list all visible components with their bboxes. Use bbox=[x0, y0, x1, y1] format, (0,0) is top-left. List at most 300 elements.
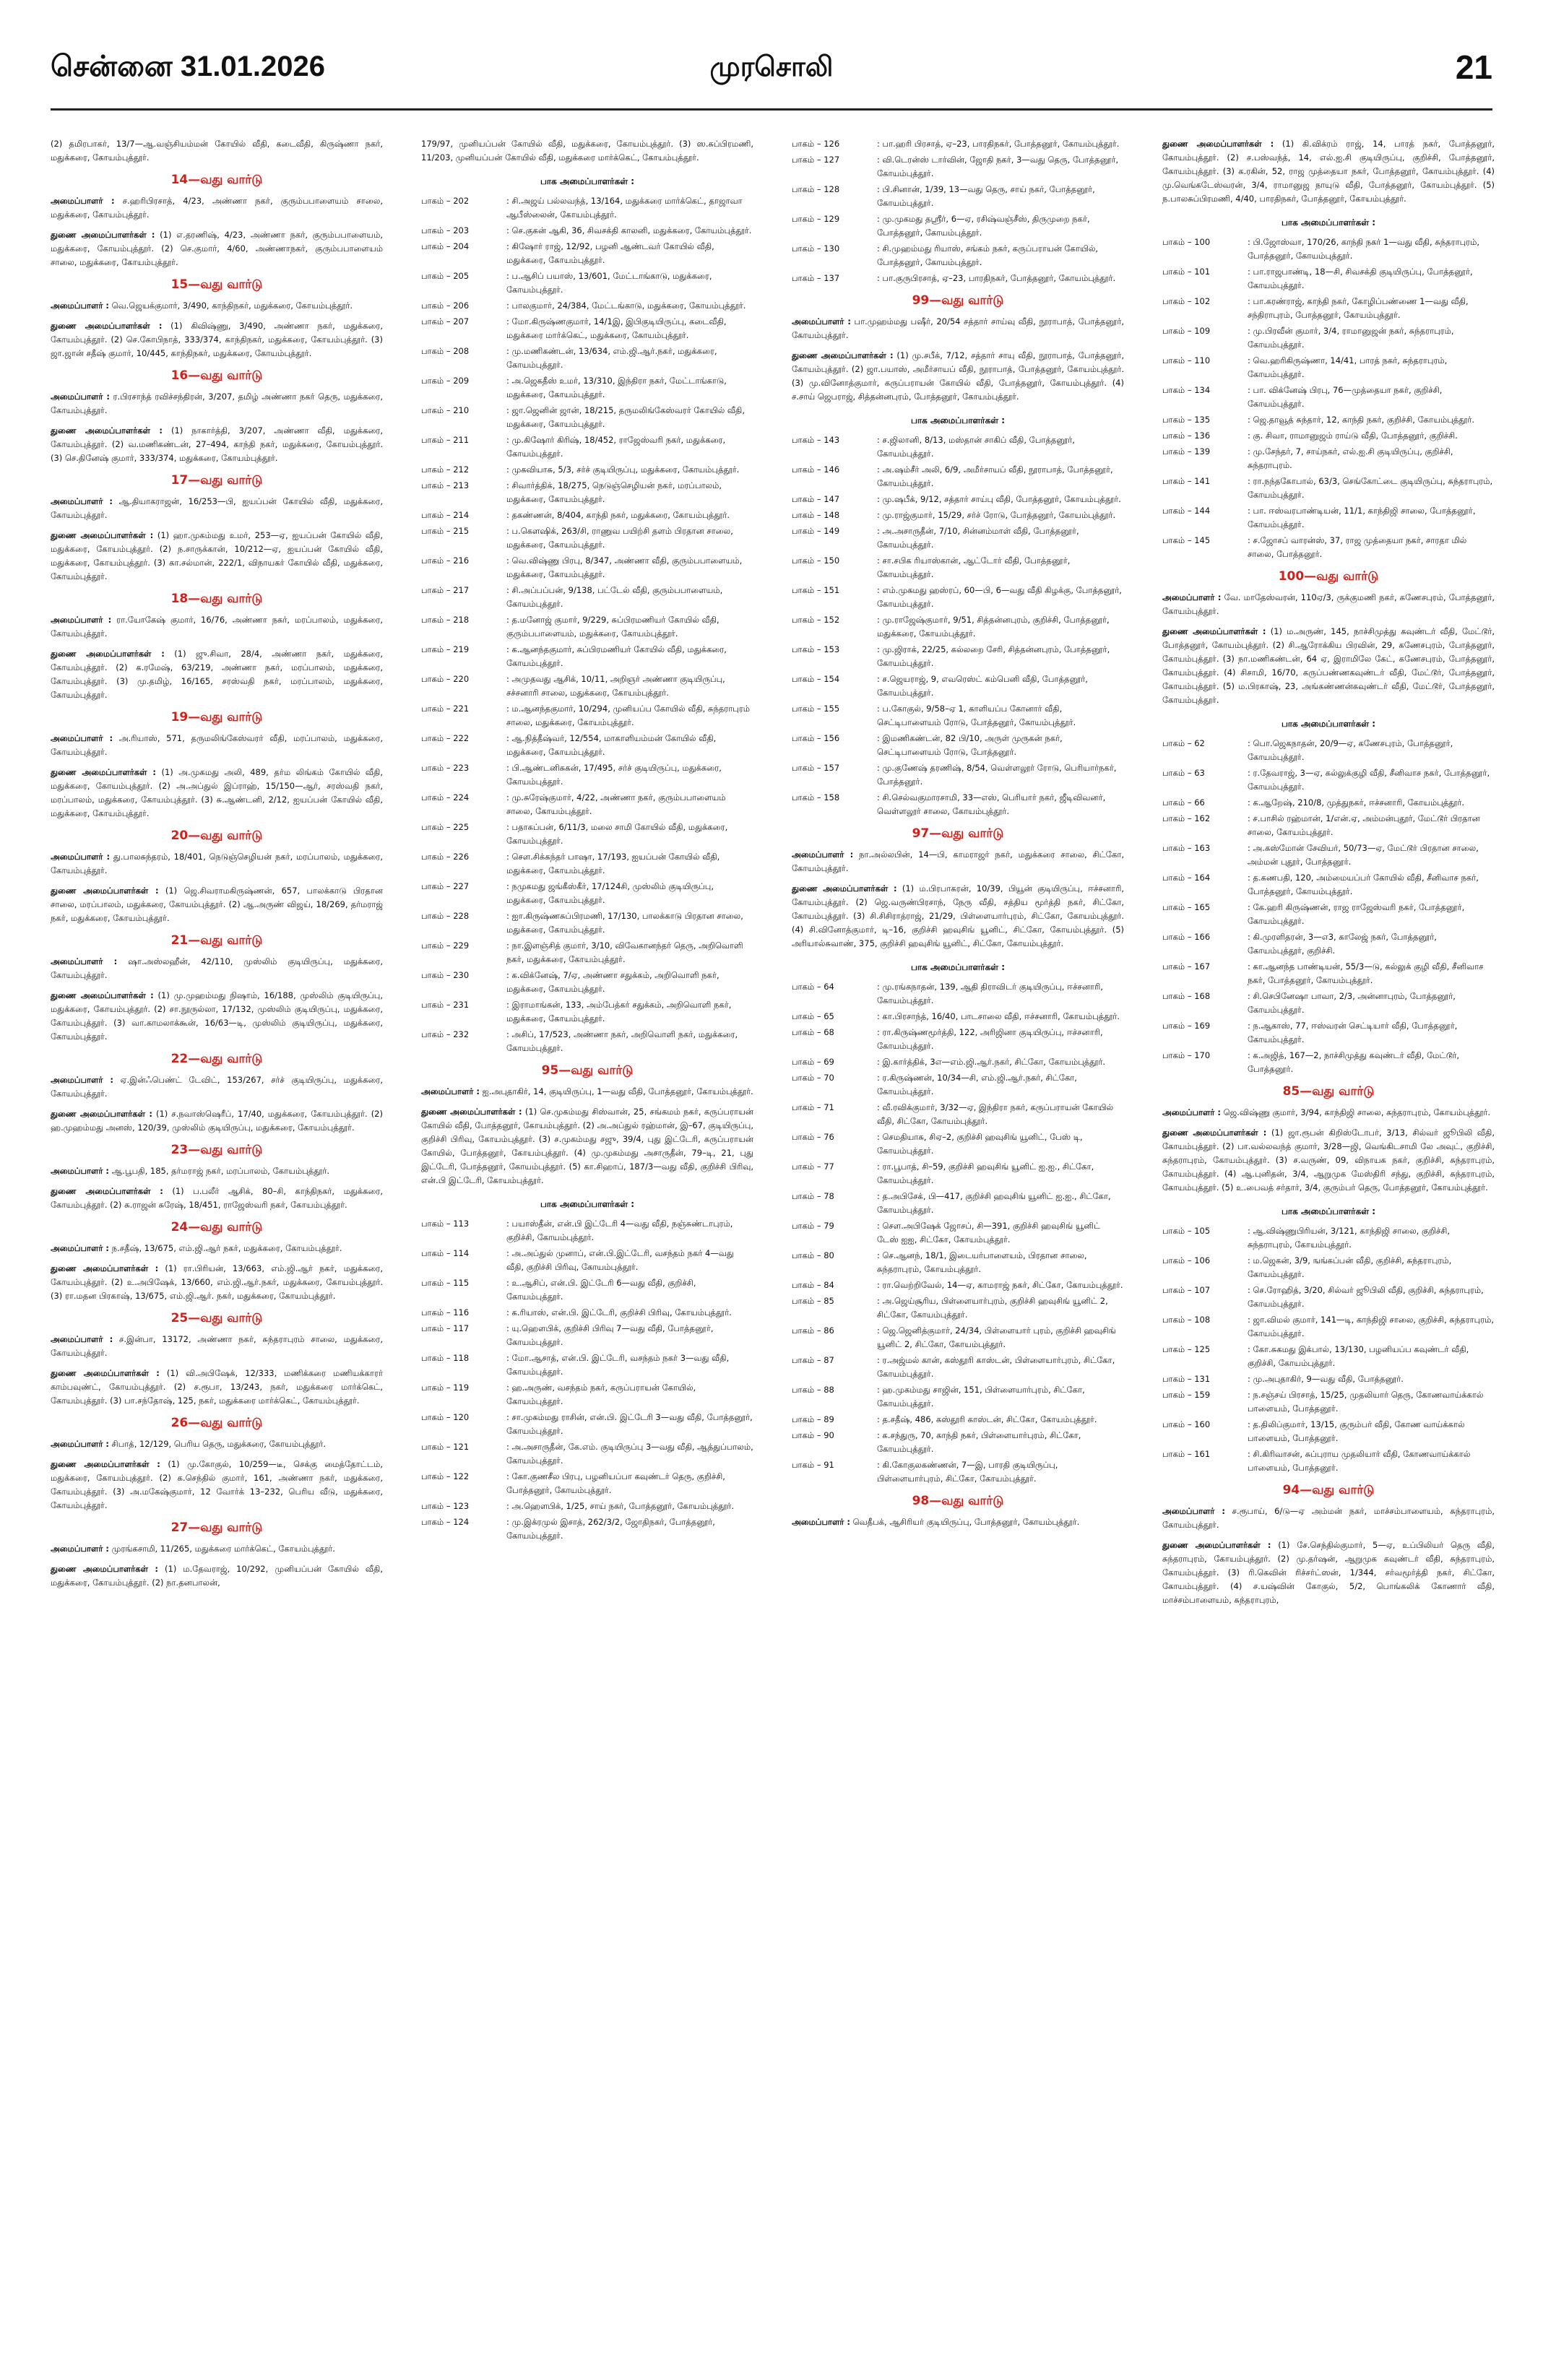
booth-entry bbox=[792, 732, 1124, 759]
booth-number: பாகம் – 68 bbox=[792, 1027, 834, 1037]
ward-heading: 100—வது வார்டு bbox=[1278, 569, 1379, 584]
booth-organizer: : ஹ.முகம்மது சாஜின், 151, பிள்ளையார்புரம், சிட்கோ, கோயம்புத்தூர். bbox=[877, 1385, 1085, 1408]
booth-organizer: : ச.ஜோசப் வாரன்ஸ், 37, ராஜ முத்தையா நகர், சாரதா மில் சாலை, போத்தனூர். bbox=[1248, 535, 1467, 559]
role-label: துணை அமைப்பாளர்கள் : bbox=[51, 1564, 159, 1574]
booth-number: பாகம் – 214 bbox=[421, 510, 470, 520]
organizer-paragraph bbox=[1162, 591, 1495, 618]
role-label: துணை அமைப்பாளர்கள் : bbox=[51, 886, 159, 896]
booth-organizer: : கி.கோகுலகண்ணன், 7—இ, பாரதி குடியிருப்பு, பிள்ளையார்புரம், சிட்கோ, கோயம்புத்தூர். bbox=[877, 1460, 1058, 1484]
booth-number: பாகம் – 108 bbox=[1162, 1315, 1211, 1325]
booth-number: பாகம் – 212 bbox=[421, 464, 470, 475]
booth-organizer: : சௌ.சிக்கந்தர் பாஷா, 17/193, ஐயப்பன் கோயில் வீதி, மதுக்கரை, கோயம்புத்தூர். bbox=[506, 852, 720, 875]
booth-entry bbox=[792, 1130, 1124, 1158]
column-3 bbox=[792, 137, 1124, 2362]
paragraph-text: (1) கிவிஷ்ணு, 3/490, அண்ணா நகர், மதுக்கரை, கோயம்புத்தூர். (2) செ.கோபிநாத், 333/374, காந்திநகர், மதுக்கரை, கோயம்புத்தூர். (3) ஜா.ஜான் சதீஷ் குமார், 10/445, காந்திநகர், மதுக்கரை, கோயம்புத்தூர். bbox=[51, 321, 383, 358]
booth-number: பாகம் – 149 bbox=[792, 526, 840, 536]
booth-entry bbox=[1162, 534, 1495, 561]
paragraph-text: (1) ம.பிரபாகரன், 10/39, பியூன் குடியிருப்பு, ஈச்சனாரி, கோயம்புத்தூர். (2) ஜெ.வருண்பிரசாந், நேரு வீதி, சத்திய மூர்த்தி நகர், சிட்கோ, கோயம்புத்தூர். (3) சி.சிசிராத்ராஜ், 21/29, பிள்ளையார்புரம், சிட்கோ, கோயம்புத்தூர். (4) சி.வினோத்குமார், டி–16, குறிச்சி ஹவுசிங் யூனிட், சிட்கோ, கோயம்புத்தூர். (5) அரியால்சுவாண், 375, குறிச்சி ஹவுசிங் யூனிட், சிட்கோ, கோயம்புத்தூர். bbox=[792, 883, 1124, 948]
role-label: துணை அமைப்பாளர்கள் : bbox=[51, 1109, 152, 1119]
column-1 bbox=[51, 137, 383, 2362]
booth-number: பாகம் – 88 bbox=[792, 1385, 834, 1395]
booth-organizer: : மு.ஷபீக், 9/12, சத்தார் சாய்பு வீதி, போத்தனூர், கோயம்புத்தூர். bbox=[877, 494, 1121, 504]
booth-organizer: : ஜெ.ஜெனித்குமார், 24/34, பிள்ளையார் புரம், குறிச்சி ஹவுசிங் யூனிட் 2, சிட்கோ, கோயம்புத்தூர். bbox=[877, 1325, 1116, 1349]
role-label: அமைப்பாளர் : bbox=[51, 1075, 113, 1085]
booth-organizer: : கோ.குணசீல பிரபு, பழனியப்பா கவுண்டர் தெரு, குறிச்சி, போத்தனூர், கோயம்புத்தூர். bbox=[506, 1471, 725, 1495]
booth-number: பாகம் – 209 bbox=[421, 376, 470, 386]
booth-entry bbox=[792, 1160, 1124, 1187]
booth-entry bbox=[1162, 445, 1495, 472]
booth-number: பாகம் – 164 bbox=[1162, 873, 1211, 883]
ward-heading: 85—வது வார்டு bbox=[1282, 1084, 1375, 1099]
role-label: அமைப்பாளர் : bbox=[51, 852, 111, 862]
booth-entry bbox=[1162, 766, 1495, 794]
booth-entry bbox=[792, 212, 1124, 240]
booth-entry bbox=[1162, 265, 1495, 293]
role-label: அமைப்பாளர் : bbox=[51, 956, 118, 966]
booth-organizer: : சி.செபினேஷா பாவா, 2/3, அன்னாபுரம், போத்தனூர், கோயம்புத்தூர். bbox=[1248, 991, 1456, 1015]
section-subheading: பாக அமைப்பாளர்கள் : bbox=[540, 1199, 635, 1209]
booth-organizer: : யு.ஹௌபிக், குறிச்சி பிரிவு 7—வது வீதி, போத்தனூர், கோயம்புத்தூர். bbox=[506, 1323, 714, 1347]
ward-heading: 18—வது வார்டு bbox=[170, 592, 263, 606]
booth-organizer: : த.சதீஷ், 486, கஸ்தூரி காஸ்டன், சிட்கோ, கோயம்புத்தூர். bbox=[877, 1414, 1097, 1424]
booth-entry bbox=[792, 1324, 1124, 1351]
booth-entry bbox=[1162, 324, 1495, 352]
ward-heading: 99—வது வார்டு bbox=[912, 293, 1004, 308]
booth-organizer: : மு.மணிகண்டன், 13/634, எம்.ஜி.ஆர்.நகர், மதுக்கரை, கோயம்புத்தூர். bbox=[506, 346, 717, 370]
booth-number: பாகம் – 86 bbox=[792, 1325, 834, 1336]
ward-heading: 94—வது வார்டு bbox=[1282, 1483, 1375, 1497]
section-subheading: பாக அமைப்பாளர்கள் : bbox=[910, 415, 1006, 425]
booth-entry bbox=[792, 1101, 1124, 1128]
booth-organizer: : கு. சிவா, ராமானுஜம் ராய்டு வீதி, போத்தனூர், குறிச்சி. bbox=[1248, 430, 1458, 441]
booth-entry bbox=[1162, 737, 1495, 764]
booth-organizer: : அ.அப்துல் முனாப், என்.பி.இட்டேரி, வசந்தம் நகர் 4—வது வீதி, குறிச்சி பிரிவு, கோயம்புத்தூர். bbox=[506, 1248, 734, 1272]
ward-heading: 97—வது வார்டு bbox=[912, 826, 1004, 841]
booth-organizer: : மோ.கிருஷ்ணகுமார், 14/1இ, இபிகுடியிருப்பு, கடைவீதி, மதுக்கரை மார்க்கெட், மதுக்கரை, கோயம்புத்தூர். bbox=[506, 316, 727, 340]
organizer-paragraph bbox=[792, 315, 1124, 342]
booth-organizer: : பா.ராஜபாண்டி, 18—சி, சிவசக்தி குடியிருப்பு, போத்தனூர், கோயம்புத்தூர். bbox=[1248, 267, 1473, 290]
role-label: அமைப்பாளர் : bbox=[792, 1517, 851, 1527]
booth-organizer: : ரா.நந்தகோபால், 63/3, செங்கோட்டை குடியிருப்பு, சுந்தராபுரம், கோயம்புத்தூர். bbox=[1248, 476, 1493, 500]
ward-heading: 24—வது வார்டு bbox=[170, 1220, 263, 1234]
booth-entry bbox=[1162, 354, 1495, 381]
ward-heading: 95—வது வார்டு bbox=[541, 1063, 634, 1078]
paragraph-text: (1) ப.பலீர் ஆசிக், 80–சி, காந்திநகர், மதுக்கரை, கோயம்புத்தூர். (2) சு.ராஜன் சுரேஷ், 18/451, ராஜேஸ்வரி நகர், கோயம்புத்தூர். bbox=[51, 1186, 383, 1210]
booth-organizer: : க.ஆறேஷ், 210/8, முத்துநகர், ஈச்சனாரி, கோயம்புத்தூர். bbox=[1248, 797, 1465, 808]
booth-entry bbox=[1162, 1343, 1495, 1370]
booth-organizer: : சி.கிரிவாசன், சுப்புராய முதலியார் வீதி, கோணவாய்க்கால் பாளையம், போத்தனூர். bbox=[1248, 1449, 1471, 1473]
role-label: அமைப்பாளர் : bbox=[51, 1544, 110, 1554]
organizer-paragraph bbox=[51, 390, 383, 417]
header-rule bbox=[51, 108, 1492, 111]
booth-organizer: : கா.ஆனந்த பாண்டியன், 55/3—டு, கல்லுக் குழி வீதி, சீனிவாச நகர், போத்தனூர், கோயம்புத்தூர். bbox=[1248, 961, 1484, 985]
ward-heading: 21—வது வார்டு bbox=[170, 933, 263, 948]
organizer-paragraph bbox=[51, 228, 383, 269]
booth-number: பாகம் – 157 bbox=[792, 763, 840, 773]
booth-entry bbox=[1162, 1284, 1495, 1311]
role-label: அமைப்பாளர் : bbox=[51, 1334, 113, 1344]
booth-number: பாகம் – 216 bbox=[421, 555, 470, 566]
booth-entry bbox=[1162, 841, 1495, 869]
paragraph-text: (1) ஹா.முகம்மது உமர், 253—ஏ, ஐயப்பன் கோயில் வீதி, மதுக்கரை, கோயம்புத்தூர். (2) ந.சாருக்கான், 10/212—ஏ, ஐயப்பன் கோயில் வீதி, மதுக்கரை, கோயம்புத்தூர். (3) கா.சல்மான், 222/1, விநாயகர் கோயில் வீதி, மதுக்கரை, கோயம்புத்தூர். bbox=[51, 530, 383, 581]
role-label: துணை அமைப்பாளர்கள் : bbox=[792, 350, 894, 360]
booth-number: பாகம் – 154 bbox=[792, 674, 840, 684]
booth-number: பாகம் – 126 bbox=[792, 139, 840, 149]
booth-number: பாகம் – 215 bbox=[421, 526, 470, 536]
booth-organizer: : மு.ரங்கநாதன், 139, ஆதி திராவிடர் குடியிருப்பு, ஈச்சனாரி, கோயம்புத்தூர். bbox=[877, 982, 1103, 1005]
ward-heading: 26—வது வார்டு bbox=[170, 1416, 263, 1430]
organizer-paragraph bbox=[51, 1367, 383, 1408]
paragraph-text: து.பாலசுந்தரம், 18/401, நெடுஞ்செழியன் நகர், மரப்பாலம், மதுக்கரை, கோயம்புத்தூர். bbox=[51, 852, 383, 875]
booth-entry bbox=[421, 1500, 753, 1513]
booth-number: பாகம் – 114 bbox=[421, 1248, 470, 1258]
booth-organizer: : க.விக்னேஷ், 7/ஏ, அண்ணா சதுக்கம், அறிவொளி நகர், மதுக்கரை, கோயம்புத்தூர். bbox=[506, 970, 719, 994]
booth-organizer: : ஹ.அருண், வசந்தம் நகர், கருப்பராயன் கோயில், கோயம்புத்தூர். bbox=[506, 1382, 696, 1406]
ward-heading: 20—வது வார்டு bbox=[170, 828, 263, 843]
booth-entry bbox=[1162, 413, 1495, 427]
booth-entry bbox=[792, 702, 1124, 730]
booth-entry bbox=[1162, 1224, 1495, 1252]
booth-organizer: : ந.ஆகாஸ், 77, ஈஸ்வரன் செட்டியார் வீதி, போத்தனூர், கோயம்புத்தூர். bbox=[1248, 1021, 1458, 1044]
booth-entry bbox=[421, 702, 753, 730]
booth-organizer: : சி.செல்வகுமாரசாமி, 33—எஸ், பெரியார் நகர், ஜீடிவிவனர், வெள்ளலூர் சாலை, கோயம்புத்தூர். bbox=[877, 792, 1106, 816]
booth-number: பாகம் – 102 bbox=[1162, 296, 1211, 306]
booth-number: பாகம் – 158 bbox=[792, 792, 840, 802]
booth-entry bbox=[792, 1026, 1124, 1053]
role-label: துணை அமைப்பாளர்கள் : bbox=[51, 1263, 159, 1273]
page-number: 21 bbox=[1455, 48, 1492, 86]
booth-number: பாகம் – 204 bbox=[421, 241, 470, 251]
role-label: அமைப்பாளர் : bbox=[1162, 1506, 1226, 1516]
booth-organizer: : க.அஜித், 167—2, நாச்சிமுத்து கவுண்டர் வீதி, மேட்டூர், போத்தனூர். bbox=[1248, 1050, 1460, 1074]
booth-entry bbox=[792, 493, 1124, 506]
booth-entry bbox=[792, 1429, 1124, 1456]
paragraph-text: (1) ரா.பிரியன், 13/663, எம்.ஜி.ஆர் நகர், மதுக்கரை, கோயம்புத்தூர். (2) உ.அபிஷேக், 13/660, எம்.ஜி.ஆர்.நகர், மதுக்கரை, கோயம்புத்தூர். (3) ரா.மதன பிரகாஷ், 13/675, எம்.ஜி.ஆர். நகர், மதுக்கரை, கோயம்புத்தூர். bbox=[51, 1263, 383, 1301]
booth-organizer: : ர.அஜ்மல் கான், கஸ்தூரி காஸ்டன், பிள்ளையார்புரம், சிட்கோ, கோயம்புத்தூர். bbox=[877, 1355, 1115, 1379]
organizer-paragraph bbox=[792, 349, 1124, 404]
booth-number: பாகம் – 211 bbox=[421, 435, 470, 445]
booth-number: பாகம் – 129 bbox=[792, 214, 840, 224]
booth-entry bbox=[792, 137, 1124, 151]
booth-number: பாகம் – 228 bbox=[421, 911, 470, 921]
booth-entry bbox=[421, 821, 753, 848]
booth-entry bbox=[792, 272, 1124, 285]
booth-number: பாகம் – 150 bbox=[792, 555, 840, 566]
booth-number: பாகம் – 167 bbox=[1162, 961, 1211, 972]
ward-heading: 14—வது வார்டு bbox=[170, 173, 263, 187]
booth-entry bbox=[1162, 235, 1495, 263]
booth-organizer: : த.கணபதி, 120, அம்மையப்பர் கோயில் வீதி, சீனிவாச நகர், போத்தனூர், கோயம்புத்தூர். bbox=[1248, 873, 1479, 896]
newspaper-title: முரசொலி bbox=[709, 51, 834, 82]
organizer-paragraph bbox=[51, 1562, 383, 1590]
paragraph-text: ஜெ.விஷ்ணு குமார், 3/94, காந்திஜி சாலை, சுந்தராபுரம், கோயம்புத்தூர். bbox=[1221, 1107, 1490, 1117]
role-label: அமைப்பாளர் : bbox=[51, 300, 110, 311]
booth-number: பாகம் – 119 bbox=[421, 1382, 470, 1393]
booth-organizer: : செ.குகன் ஆகி, 36, சிவசக்தி காலனி, மதுக்கரை, கோயம்புத்தூர். bbox=[506, 225, 752, 235]
organizer-paragraph bbox=[51, 732, 383, 759]
role-label: துணை அமைப்பாளர்கள் : bbox=[51, 425, 163, 436]
booth-organizer: : சிவார்த்திக், 18/275, நெடுஞ்செழியன் நகர், மரப்பாலம், மதுக்கரை, கோயம்புத்தூர். bbox=[506, 480, 722, 504]
section-subheading: பாக அமைப்பாளர்கள் : bbox=[1281, 217, 1376, 228]
booth-number: பாகம் – 89 bbox=[792, 1414, 834, 1424]
booth-organizer: : பா.கரண்ராஜ், காந்தி நகர், கோழிப்பண்ணை 1—வது வீதி, சந்திராபுரம், போத்தனூர், கோயம்புத்தூர். bbox=[1248, 296, 1469, 320]
booth-organizer: : பயாஸ்தீன், என்.பி இட்டேரி 4—வது வீதி, நஞ்சுண்டாபுரம், குறிச்சி, கோயம்புத்தூர். bbox=[506, 1219, 733, 1242]
organizer-paragraph bbox=[51, 1437, 383, 1451]
booth-organizer: : ச.பாசில் ரஹ்மான், 1/என்.ஏ, அம்மன்புதூர், மேட்டூர் பிரதான சாலை, கோயம்புத்தூர். bbox=[1248, 813, 1480, 837]
booth-number: பாகம் – 162 bbox=[1162, 813, 1211, 823]
booth-organizer: : வி.டெரன்ஸ் டார்வின், ஜோதி நகர், 3—வது தெரு, போத்தனூர், கோயம்புத்தூர். bbox=[877, 155, 1119, 178]
organizer-paragraph bbox=[51, 1333, 383, 1360]
paragraph-text: முரங்கசாமி, 11/265, மதுக்கரை மார்க்கெட், கோயம்புத்தூர். bbox=[109, 1544, 335, 1554]
booth-organizer: : வெ.விஷ்ணு பிரபு, 8/347, அண்ணா வீதி, குரும்பபாளையம், மதுக்கரை, கோயம்புத்தூர். bbox=[506, 555, 743, 579]
organizer-paragraph bbox=[1162, 1505, 1495, 1532]
booth-number: பாகம் – 217 bbox=[421, 585, 470, 595]
paragraph-text: (1) மு.முஹம்மது நிஷாம், 16/188, முஸ்லிம் குடியிருப்பு, மதுக்கரை, கோயம்புத்தூர். (2) சா.நூருல்லா, 17/132, முஸ்லிம் குடியிருப்பு, மதுக்கரை, கோயம்புத்தூர். (3) வா.காமலாக்கூன், 16/63—டி, முஸ்லிம் குடியிருப்பு, மதுக்கரை, கோயம்புத்தூர். bbox=[51, 990, 383, 1042]
paragraph-text: வே. மாதேஸ்வரன், 110ஏ/3, ருக்குமணி நகர், கணேசபுரம், போத்தனூர், கோயம்புத்தூர். bbox=[1162, 592, 1495, 616]
organizer-paragraph bbox=[51, 495, 383, 522]
booth-number: பாகம் – 76 bbox=[792, 1132, 834, 1142]
booth-organizer: : இமணிகண்டன், 82 பி/10, அருள் முருகன் நகர், செட்டிபாளையம் ரோடு, போத்தனூர். bbox=[877, 733, 1063, 757]
booth-organizer: : எம்.முகமது ஹஸ்ரப், 60—பி, 6—வது வீதி கிழக்கு, போத்தனூர், கோயம்புத்தூர். bbox=[877, 585, 1122, 609]
paragraph-text: (1) வி.அபிஷேக், 12/333, மணிக்கரை மணியக்காரர் காம்பவுண்ட், கோயம்புத்தூர். (2) ச.ரூபா, 13/243, நகர், மதுக்கரை மார்க்கெட், கோயம்புத்தூர். (3) பா.சந்தோஷ், 125, நகர், மதுக்கரை மார்க்கெட், கோயம்புத்தூர். bbox=[51, 1368, 383, 1406]
role-label: துணை அமைப்பாளர்கள் : bbox=[51, 530, 154, 540]
booth-entry bbox=[792, 980, 1124, 1008]
booth-organizer: : மு.அபுதாகிர், 9—வது வீதி, போத்தனூர். bbox=[1248, 1374, 1404, 1384]
booth-number: பாகம் – 231 bbox=[421, 1000, 470, 1010]
booth-organizer: : அ.கஸ்மோன் சேவியர், 50/73—ஏ, மேட்டூர் பிரதான சாலை, அம்மன் புதூர், போத்தனூர். bbox=[1248, 843, 1479, 867]
booth-number: பாகம் – 152 bbox=[792, 615, 840, 625]
booth-number: பாகம் – 143 bbox=[792, 435, 840, 445]
paragraph-text: (1) ஜு.சிவா, 28/4, அண்ணா நகர், மதுக்கரை, கோயம்புத்தூர். (2) க.ரமேஷ், 63/219, அண்ணா நகர், மரப்பாலம், மதுக்கரை, கோயம்புத்தூர். (3) மு.தமிழ், 16/165, சரஸ்வதி நகர், மரப்பாலம், மதுக்கரை, கோயம்புத்தூர். bbox=[51, 649, 383, 700]
paragraph-text: 179/97, முனியப்பன் கோயில் வீதி, மதுக்கரை, கோயம்புத்தூர். (3) ஸ.சுப்பிரமணி, 11/203, முனியப்பன் கோயில் வீதி, மதுக்கரை மார்க்கெட், கோயம்புத்தூர். bbox=[421, 139, 753, 163]
paragraph-text: ர.பிரசாந்த் ரவிச்சந்திரன், 3/207, தமிழ் அண்ணா நகர் தெரு, மதுக்கரை, கோயம்புத்தூர். bbox=[51, 391, 383, 415]
booth-organizer: : பொ.ஜெகநாதன், 20/9—ஏ, கணேசபுரம், போத்தனூர், கோயம்புத்தூர். bbox=[1248, 738, 1453, 762]
booth-number: பாகம் – 77 bbox=[792, 1161, 834, 1172]
booth-entry bbox=[421, 374, 753, 402]
booth-number: பாகம் – 122 bbox=[421, 1471, 470, 1481]
booth-number: பாகம் – 155 bbox=[792, 704, 840, 714]
organizer-paragraph bbox=[51, 955, 383, 982]
ward-heading: 15—வது வார்டு bbox=[170, 277, 263, 292]
booth-entry bbox=[421, 554, 753, 581]
ward-heading: 19—வது வார்டு bbox=[170, 710, 263, 724]
booth-organizer: : ரா.வெற்றிவேல், 14—ஏ, காமராஜ் நகர், சிட்கோ, கோயம்புத்தூர். bbox=[877, 1280, 1123, 1290]
organizer-paragraph bbox=[51, 1242, 383, 1255]
booth-entry bbox=[421, 299, 753, 313]
booth-number: பாகம் – 145 bbox=[1162, 535, 1211, 545]
booth-organizer: : கா.பிரசாந்த், 16/40, பாடசாலை வீதி, ஈச்சனாரி, கோயம்புத்தூர். bbox=[877, 1011, 1120, 1021]
booth-entry bbox=[421, 1322, 753, 1349]
booth-entry bbox=[421, 909, 753, 937]
booth-entry bbox=[421, 761, 753, 789]
booth-entry bbox=[1162, 796, 1495, 810]
role-label: துணை அமைப்பாளர்கள் : bbox=[51, 767, 156, 777]
booth-organizer: : அ.ஷம்சீர் அலி, 6/9, அமீர்சாயப் வீதி, நூராபாத், போத்தனூர், கோயம்புத்தூர். bbox=[877, 464, 1113, 488]
booth-entry bbox=[792, 584, 1124, 611]
booth-organizer: : பா. ஈஸ்வரபாண்டியன், 11/1, காந்திஜி சாலை, போத்தனூர், கோயம்புத்தூர். bbox=[1248, 506, 1476, 529]
booth-number: பாகம் – 165 bbox=[1162, 902, 1211, 912]
booth-number: பாகம் – 148 bbox=[792, 510, 840, 520]
booth-organizer: : த.மனோஜ் குமார், 9/229, சுப்பிரமணியர் கோயில் வீதி, குரும்பபாளையம், மதுக்கரை, கோயம்புத்தூர். bbox=[506, 615, 719, 639]
organizer-paragraph bbox=[51, 1107, 383, 1135]
booth-organizer: : ரா.கிருஷ்ணமூர்த்தி, 122, அரிஜினா குடியிருப்பு, ஈச்சனாரி, கோயம்புத்தூர். bbox=[877, 1027, 1103, 1051]
booth-entry bbox=[792, 1413, 1124, 1427]
booth-entry bbox=[792, 1249, 1124, 1276]
paragraph-text: ந.சதீஷ், 13/675, எம்.ஜி.ஆர் நகர், மதுக்கரை, கோயம்புத்தூர். bbox=[109, 1243, 342, 1253]
paragraph-text: ஷா.அஸ்லஹீன், 42/110, முஸ்லிம் குடியிருப்பு, மதுக்கரை, கோயம்புத்தூர். bbox=[51, 956, 383, 980]
organizer-paragraph bbox=[51, 529, 383, 584]
booth-number: பாகம் – 66 bbox=[1162, 797, 1205, 808]
booth-organizer: : த.அபிசேக், பி—417, குறிச்சி ஹவுசிங் யூனிட் ஐ.ஐ., சிட்கோ, கோயம்புத்தூர். bbox=[877, 1191, 1111, 1215]
booth-number: பாகம் – 131 bbox=[1162, 1374, 1211, 1384]
booth-entry bbox=[792, 1190, 1124, 1217]
role-label: அமைப்பாளர் : bbox=[51, 1243, 110, 1253]
organizer-paragraph bbox=[51, 850, 383, 878]
booth-organizer: : ஜா.விமல் குமார், 141—டி, காந்திஜி சாலை, குறிச்சி, சுந்தராபுரம், கோயம்புத்தூர். bbox=[1248, 1315, 1495, 1338]
organizer-paragraph bbox=[51, 613, 383, 641]
booth-entry bbox=[421, 269, 753, 297]
booth-number: பாகம் – 213 bbox=[421, 480, 470, 490]
ward-heading: 25—வது வார்டு bbox=[170, 1311, 263, 1325]
booth-number: பாகம் – 210 bbox=[421, 405, 470, 415]
booth-organizer: : மு.ஜிராக், 22/25, கல்லறை சேரி, சித்தன்னபுரம், போத்தனூர், கோயம்புத்தூர். bbox=[877, 644, 1110, 668]
booth-number: பாகம் – 227 bbox=[421, 881, 470, 891]
booth-number: பாகம் – 101 bbox=[1162, 267, 1211, 277]
paragraph-text: ச.இன்பா, 13172, அண்ணா நகர், சுந்தராபுரம் சாலை, மதுக்கரை, கோயம்புத்தூர். bbox=[51, 1334, 383, 1358]
booth-number: பாகம் – 106 bbox=[1162, 1255, 1211, 1265]
organizer-paragraph bbox=[51, 137, 383, 165]
organizer-paragraph bbox=[421, 1105, 753, 1187]
booth-organizer: : ரா.பூபாத், சி–59, குறிச்சி ஹவுசிங் யூனிட் ஐ.ஐ., சிட்கோ, கோயம்புத்தூர். bbox=[877, 1161, 1094, 1185]
booth-entry bbox=[421, 524, 753, 552]
booth-entry bbox=[1162, 1019, 1495, 1047]
paragraph-text: (1) ச.நவாஸ்ஷெரீப், 17/40, மதுக்கரை, கோயம்புத்தூர். (2) ஹ.முஹம்மது அனஸ், 120/39, முஸ்லிம் குடியிருப்பு, மதுக்கரை, கோயம்புத்தூர். bbox=[51, 1109, 383, 1133]
booth-number: பாகம் – 151 bbox=[792, 585, 840, 595]
role-label: அமைப்பாளர் : bbox=[1162, 592, 1222, 602]
booth-entry bbox=[792, 153, 1124, 181]
booth-number: பாகம் – 117 bbox=[421, 1323, 470, 1333]
booth-organizer: : ந.சஞ்சய் பிரசாத், 15/25, முதலியார் தெரு, கோணவாய்க்கால் பாளையம், போத்தனூர். bbox=[1248, 1390, 1484, 1414]
booth-organizer: : அமுதவது ஆசிக், 10/11, அறிஞர் அண்ணா குடியிருப்பு, சச்சனாரி சாலை, மதுக்கரை, கோயம்புத்தூர். bbox=[506, 674, 725, 698]
booth-entry bbox=[1162, 901, 1495, 928]
booth-number: பாகம் – 220 bbox=[421, 674, 470, 684]
booth-organizer: : மு.சேந்தர், 7, சாய்நகர், எல்.ஐ.சி குடியிருப்பு, குறிச்சி, சுந்தராபுரம். bbox=[1248, 446, 1453, 470]
role-label: துணை அமைப்பாளர்கள் : bbox=[51, 321, 163, 331]
booth-organizer: : செமதியாசு, சிஏ–2, குறிச்சி ஹவுசிங் யூனிட், பேஸ் டி, கோயம்புத்தூர். bbox=[877, 1132, 1083, 1156]
booth-entry bbox=[421, 880, 753, 907]
booth-number: பாகம் – 118 bbox=[421, 1353, 470, 1363]
booth-organizer: : க.ஆனந்தகுமார், சுப்பிரமணியர் கோயில் வீதி, மதுக்கரை, கோயம்புத்தூர். bbox=[506, 644, 727, 668]
booth-entry bbox=[792, 1055, 1124, 1069]
booth-entry bbox=[421, 1440, 753, 1468]
paragraph-text: ஐ.அபுதாகிர், 14, குடியிருப்பு, 1—வது வீதி, போத்தனூர், கோயம்புத்தூர். bbox=[480, 1086, 753, 1096]
booth-entry bbox=[1162, 1418, 1495, 1445]
booth-organizer: : ர.தேவராஜ், 3—ஏ, கல்லுக்குழி வீதி, சீனிவாச நகர், போத்தனூர், கோயம்புத்தூர். bbox=[1248, 768, 1490, 792]
booth-entry bbox=[421, 509, 753, 522]
role-label: அமைப்பாளர் : bbox=[51, 391, 110, 402]
section-subheading: பாக அமைப்பாளர்கள் : bbox=[1281, 719, 1376, 729]
booth-organizer: : சா.முகம்மது ராசின், என்.பி. இட்டேரி 3—வது வீதி, போத்தனூர், கோயம்புத்தூர். bbox=[506, 1412, 753, 1436]
paragraph-text: (2) தமிரபாகர், 13/7—ஆ.வஞ்சியம்மன் கோயில் வீதி, கடைவீதி, கிருஷ்ணா நகர், மதுக்கரை, கோயம்புத்தூர். bbox=[51, 139, 383, 163]
booth-number: பாகம் – 123 bbox=[421, 1501, 470, 1511]
booth-entry bbox=[1162, 295, 1495, 322]
booth-number: பாகம் – 127 bbox=[792, 155, 840, 165]
booth-organizer: : பி.சினான், 1/39, 13—வது தெரு, சாய் நகர், போத்தனூர், கோயம்புத்தூர். bbox=[877, 184, 1095, 208]
booth-organizer: : இ.கார்த்திக், 3எ—எம்.ஜி.ஆர்.நகர், சிட்கோ, கோயம்புத்தூர். bbox=[877, 1057, 1106, 1067]
booth-number: பாகம் – 69 bbox=[792, 1057, 834, 1067]
organizer-paragraph bbox=[1162, 1539, 1495, 1607]
booth-organizer: : வெ.ஹரிகிருஷ்ணா, 14/41, பாரத் நகர், சுந்தராபுரம், கோயம்புத்தூர். bbox=[1248, 355, 1448, 379]
booth-number: பாகம் – 120 bbox=[421, 1412, 470, 1422]
booth-entry bbox=[421, 404, 753, 431]
booth-organizer: : மு.இக்ரமுல் இசாத், 262/3/2, ஜோதிநகர், போத்தனூர், கோயம்புத்தூர். bbox=[506, 1517, 715, 1541]
organizer-paragraph bbox=[421, 1085, 753, 1099]
booth-organizer: : மு.ராஜேஷ்குமார், 9/51, சித்தன்னபுரம், குறிச்சி, போத்தனூர், மதுக்கரை, கோயம்புத்தூர். bbox=[877, 615, 1110, 639]
booth-entry bbox=[1162, 1448, 1495, 1475]
booth-organizer: : ச.ஜிலானி, 8/13, மஸ்தான் சாகிப் வீதி, போத்தனூர், கோயம்புத்தூர். bbox=[877, 435, 1075, 459]
paragraph-text: (1) சே.செந்தில்குமார், 5—ஏ, உப்பிலியர் தெரு வீதி, சுந்தராபுரம், கோயம்புத்தூர். (2) மு.தர்ஷன், ஆறுமுக கவுண்டர் வீதி, சுந்தராபுரம், கோயம்புத்தூர். (3) ரி.கெவின் ரிச்சர்ட்ஸன், 1/344, சர்வமூர்த்தி நகர், சிட்கோ, கோயம்புத்தூர். (4) ச.யஷ்வின் கோகுல், 5/2, பொங்கலிக் கோணார் வீதி, மாச்சம்பாளையம், சுந்தராபுரம், bbox=[1162, 1540, 1495, 1605]
booth-entry bbox=[421, 224, 753, 238]
paragraph-text: (1) கி.விக்ரம் ராஜ், 14, பாரத் நகர், போத்தனூர், கோயம்புத்தூர். (2) ச.பஸ்வந்த், 14, எல்.ஐ.சி குடியிருப்பு, குறிச்சி, போத்தனூர், கோயம்புத்தூர். (3) க.ரகின், 52, ராஜ முத்தையா நகர், போத்தனூர், கோயம்புத்தூர். (4) மு.வெங்கடேஸ்வரன், 3/4, ராமானுஜ நாயுடு வீதி, போத்தனூர், கோயம்புத்தூர். (5) ந.பாலசுப்பிரமணி, 4/40, பாரதிநகர், போத்தனூர், கோயம்புத்தூர். bbox=[1162, 139, 1495, 204]
booth-entry bbox=[421, 613, 753, 641]
booth-entry bbox=[792, 1219, 1124, 1247]
booth-entry bbox=[792, 524, 1124, 552]
booth-entry bbox=[421, 1470, 753, 1497]
organizer-paragraph bbox=[51, 1164, 383, 1178]
booth-number: பாகம் – 105 bbox=[1162, 1226, 1211, 1236]
booth-number: பாகம் – 91 bbox=[792, 1460, 834, 1470]
booth-entry bbox=[421, 194, 753, 222]
booth-number: பாகம் – 141 bbox=[1162, 476, 1211, 486]
organizer-paragraph bbox=[1162, 625, 1495, 707]
booth-organizer: : பி.ஜோஸ்வா, 170/26, காந்தி நகர் 1—வது வீதி, சுந்தராபுரம், போத்தனூர், கோயம்புத்தூர். bbox=[1248, 237, 1480, 261]
booth-entry bbox=[1162, 1254, 1495, 1281]
booth-number: பாகம் – 203 bbox=[421, 225, 470, 235]
booth-number: பாகம் – 222 bbox=[421, 733, 470, 743]
booth-organizer: : த.திலிப்குமார், 13/15, குரும்பர் வீதி, கோண வாய்க்கால் பாளையம், போத்தனூர். bbox=[1248, 1419, 1465, 1443]
booth-entry bbox=[1162, 930, 1495, 958]
booth-entry bbox=[421, 315, 753, 342]
booth-entry bbox=[792, 433, 1124, 461]
booth-organizer: : செ.ஆனந், 18/1, இடையர்பாளையம், பிரதான சாலை, சுந்தராபுரம், கோயம்புத்தூர். bbox=[877, 1250, 1087, 1274]
organizer-paragraph bbox=[51, 194, 383, 222]
booth-organizer: : அ.அசாருதீன், 7/10, சின்னம்மாள் வீதி, போத்தனூர், கோயம்புத்தூர். bbox=[877, 526, 1079, 550]
booth-organizer: : அ.அசாருதீன், கே.எம். குடியிருப்பு 3—வது வீதி, ஆத்துப்பாலம், கோயம்புத்தூர். bbox=[506, 1442, 753, 1466]
booth-entry bbox=[421, 939, 753, 966]
booth-entry bbox=[1162, 1388, 1495, 1416]
organizer-paragraph bbox=[51, 1458, 383, 1513]
booth-organizer: : ம.ஜெகன், 3/9, ஙங்கப்பன் வீதி, குறிச்சி, சுந்தராபுரம், கோயம்புத்தூர். bbox=[1248, 1255, 1452, 1279]
booth-entry bbox=[792, 509, 1124, 522]
booth-organizer: : பா.ஹரி பிரசாத், ஏ–23, பாரதிநகர், போத்தனூர், கோயம்புத்தூர். bbox=[877, 139, 1120, 149]
booth-organizer: : தகண்ணன், 8/404, காந்தி நகர், மதுக்கரை, கோயம்புத்தூர். bbox=[506, 510, 730, 520]
booth-organizer: : உ.ஆசிப், என்.பி. இட்டேரி 6—வது வீதி, குறிச்சி, கோயம்புத்தூர். bbox=[506, 1278, 696, 1302]
role-label: அமைப்பாளர் : bbox=[51, 196, 115, 206]
organizer-paragraph bbox=[1162, 1126, 1495, 1195]
booth-number: பாகம் – 109 bbox=[1162, 326, 1211, 336]
booth-entry bbox=[421, 1515, 753, 1543]
ward-heading: 16—வது வார்டு bbox=[170, 368, 263, 383]
booth-entry bbox=[421, 479, 753, 506]
booth-entry bbox=[1162, 504, 1495, 532]
booth-organizer: : ச.ஜெயராஜ், 9, எவரெஸ்ட் கம்பெனி வீதி, போத்தனூர், கோயம்புத்தூர். bbox=[877, 674, 1088, 698]
booth-entry bbox=[792, 672, 1124, 700]
booth-entry bbox=[792, 643, 1124, 670]
booth-number: பாகம் – 156 bbox=[792, 733, 840, 743]
organizer-paragraph bbox=[51, 647, 383, 702]
booth-number: பாகம் – 168 bbox=[1162, 991, 1211, 1001]
booth-organizer: : ஐா.கிருஷ்ணசுப்பிரமணி, 17/130, பாலக்காடு பிரதான சாலை, மதுக்கரை, கோயம்புத்தூர். bbox=[506, 911, 743, 935]
